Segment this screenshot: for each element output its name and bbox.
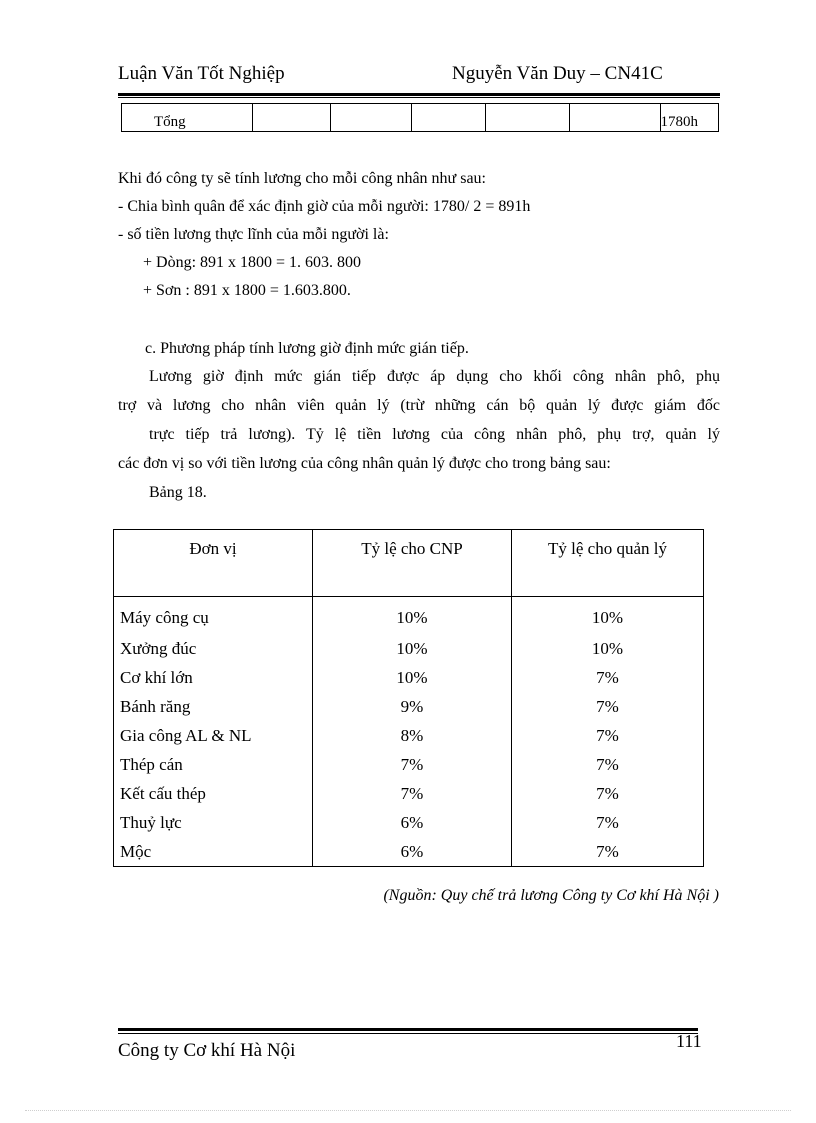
table-caption: Bảng 18. — [149, 484, 207, 501]
manager-ratio-cell: 7% — [512, 721, 704, 750]
unit-cell: Mộc — [114, 837, 313, 867]
table-header-row — [114, 530, 704, 597]
cnp-ratio-cell: 7% — [313, 750, 512, 779]
cnp-ratio-cell: 6% — [313, 837, 512, 867]
total-row-table — [121, 103, 719, 132]
paragraph-line-3: trực tiếp trả lương). Tỷ lệ tiền lương của công nhân phô, phụ trợ, quản lý — [149, 426, 720, 443]
footer-company: Công ty Cơ khí Hà Nội — [118, 1040, 296, 1061]
unit-cell: Bánh răng — [114, 692, 313, 721]
unit-cell: Máy công cụ — [114, 597, 313, 635]
header-cnp-ratio: Tỷ lệ cho CNP — [313, 530, 512, 597]
total-empty-cell — [331, 104, 411, 132]
manager-ratio-cell: 7% — [512, 808, 704, 837]
header-manager-ratio: Tỷ lệ cho quản lý — [512, 530, 704, 597]
header-right: Nguyễn Văn Duy – CN41C — [452, 63, 663, 84]
unit-cell: Gia công AL & NL — [114, 721, 313, 750]
table-row — [114, 634, 704, 663]
page-edge-divider — [25, 1110, 791, 1111]
manager-ratio-cell: 10% — [512, 634, 704, 663]
footer-rule-thin — [118, 1033, 698, 1034]
manager-ratio-cell: 7% — [512, 779, 704, 808]
total-empty-cell — [411, 104, 486, 132]
total-empty-cell — [252, 104, 330, 132]
cnp-ratio-cell: 9% — [313, 692, 512, 721]
unit-cell: Thuỷ lực — [114, 808, 313, 837]
body-line-5: + Sơn : 891 x 1800 = 1.603.800. — [143, 282, 351, 299]
section-title: c. Phương pháp tính lương giờ định mức gián tiếp. — [145, 340, 469, 357]
paragraph-line-2: trợ và lương cho nhân viên quản lý (trừ những cán bộ quản lý được giám đốc — [118, 397, 720, 414]
table-row — [114, 750, 704, 779]
unit-cell: Thép cán — [114, 750, 313, 779]
cnp-ratio-cell: 7% — [313, 779, 512, 808]
total-label: Tổng — [122, 104, 253, 132]
header-rule-thin — [118, 97, 720, 98]
cnp-ratio-cell: 8% — [313, 721, 512, 750]
header-left: Luận Văn Tốt Nghiệp — [118, 63, 285, 84]
cnp-ratio-cell: 10% — [313, 663, 512, 692]
body-line-3: - số tiền lương thực lĩnh của mỗi người là: — [118, 226, 389, 243]
manager-ratio-cell: 7% — [512, 750, 704, 779]
table-row — [114, 692, 704, 721]
table-row — [114, 808, 704, 837]
wage-ratio-table — [113, 529, 704, 867]
unit-cell: Kết cấu thép — [114, 779, 313, 808]
source-note: (Nguồn: Quy chế trả lương Công ty Cơ khí Hà Nội ) — [383, 887, 719, 904]
footer-rule — [118, 1028, 698, 1031]
paragraph-line-4: các đơn vị so với tiền lương của công nhân quản lý được cho trong bảng sau: — [118, 455, 611, 472]
cnp-ratio-cell: 10% — [313, 597, 512, 635]
total-value: 1780h — [660, 104, 719, 132]
manager-ratio-cell: 7% — [512, 837, 704, 867]
table-row — [114, 663, 704, 692]
paragraph-line-1: Lương giờ định mức gián tiếp được áp dụng cho khối công nhân phô, phụ — [149, 368, 720, 385]
table-row — [114, 779, 704, 808]
cnp-ratio-cell: 10% — [313, 634, 512, 663]
total-row — [122, 104, 719, 132]
unit-cell: Xưởng đúc — [114, 634, 313, 663]
body-line-4: + Dòng: 891 x 1800 = 1. 603. 800 — [143, 254, 362, 271]
total-empty-cell — [570, 104, 660, 132]
total-empty-cell — [486, 104, 570, 132]
manager-ratio-cell: 7% — [512, 663, 704, 692]
cnp-ratio-cell: 6% — [313, 808, 512, 837]
header-unit: Đơn vị — [114, 530, 313, 597]
table-row — [114, 721, 704, 750]
body-line-1: Khi đó công ty sẽ tính lương cho mỗi công nhân như sau: — [118, 170, 486, 187]
manager-ratio-cell: 10% — [512, 597, 704, 635]
table-row — [114, 597, 704, 635]
body-line-2: - Chia bình quân để xác định giờ của mỗi người: 1780/ 2 = 891h — [118, 198, 531, 215]
header-rule — [118, 93, 720, 96]
page-number: 111 — [676, 1031, 702, 1051]
manager-ratio-cell: 7% — [512, 692, 704, 721]
unit-cell: Cơ khí lớn — [114, 663, 313, 692]
table-row — [114, 837, 704, 867]
